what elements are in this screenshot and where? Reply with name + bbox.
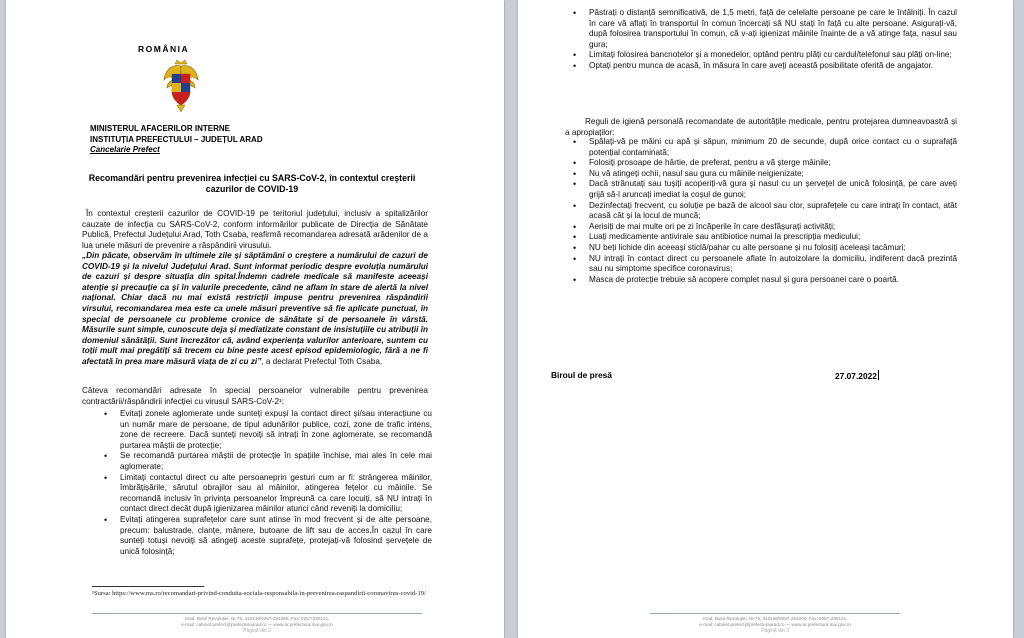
footer-left bbox=[92, 616, 422, 634]
office-name: Cancelarie Prefect bbox=[90, 145, 160, 154]
quote-attribution: , a declarat Prefectul Toth Csaba. bbox=[261, 356, 383, 366]
ministry-name: MINISTERUL AFACERILOR INTERNE bbox=[90, 124, 231, 133]
list-item: • Se recomandă purtarea măștii de protecție în spațiile închise, mai ales în cele mai aglomerate; bbox=[96, 451, 432, 472]
hygiene-intro: Reguli de igienă personală recomandate de autoritățile medicale, pentru protejarea dumneavoastră și a apropiaților: bbox=[565, 117, 957, 137]
page-number: Pagină din 3 bbox=[243, 628, 271, 634]
prefect-quote bbox=[82, 251, 428, 368]
list-item: • NU beți lichide din aceeași sticlă/pahar cu alte persoane și nu folosiți aceleași tacâmuri; bbox=[565, 243, 957, 254]
list-item: • Aerisiți de mai multe ori pe zi încăperile în care desfășurați activități; bbox=[565, 222, 957, 233]
footnote: ¹Sursa: https://www.ms.ro/recomandari-privind-conduita-sociala-responsabila-in-prevenirea-raspandirii-coronavirus-covid-19/ bbox=[92, 590, 426, 597]
list-item: • Nu vă atingeți ochii, nasul sau gura cu mâinile neigienizate; bbox=[565, 169, 957, 180]
document-title: Recomandări pentru prevenirea infecției cu SARS-CoV-2, în contextul creșterii cazurilor de COVID-19 bbox=[88, 173, 416, 194]
list-item: • Dezinfectați frecvent, cu soluție pe bază de alcool sau clor, suprafețele cu care intrați în contact, atât acasă cât și la locul de muncă; bbox=[565, 201, 957, 222]
footer-web: e-mail: cabinet.prefect@prefecturaarad.ro — www.ar.prefectura.mai.gov.ro bbox=[699, 622, 851, 627]
list-item: • Evitați atingerea suprafețelor care sunt atinse în mod frecvent și de alte persoane, precum: balustrade, clanțe, mânere, butoane de lift sau de acces.În cazul în care sunteți totuși nevoiți să atingeți aceste suprafețe, protejați-vă folosind șervețele de unică folosință; bbox=[96, 515, 432, 557]
list-item: • Luați medicamente antivirale sau antibiotice numai la prescripția medicului; bbox=[565, 232, 957, 243]
press-office-signature: Biroul de presă bbox=[551, 370, 612, 380]
page-number: Pagină din 3 bbox=[761, 628, 789, 634]
list-item: • Păstrați o distanță semnificativă, de 1,5 metri, față de celelalte persoane pe care le întâlniți. În cazul în care vă aflați în transportul în comun încercați să NU stați în față cu alte persoane. Asigurați-vă, după folosirea transportului în comun, că v-ați igienizat mâinile înainte de a vă atinge fața, nasul sau gura; bbox=[565, 8, 957, 50]
list-item: • Spălați-vă pe mâini cu apă și săpun, minimum 20 de secunde, după orice contact cu o suprafață potențial contaminată; bbox=[565, 137, 957, 158]
recommendations-intro: Câteva recomandări adresate în special persoanelor vulnerabile pentru prevenirea contractării/răspândirii infecției cu virusul SARS-CoV-2¹: bbox=[82, 386, 428, 406]
list-item: • Optați pentru munca de acasă, în măsura în care aveți această posibilitate oferită de angajator. bbox=[565, 61, 957, 72]
coat-of-arms-icon bbox=[162, 58, 200, 114]
recommendations-list-right bbox=[565, 8, 957, 72]
quote-text: „Din păcate, observăm în ultimele zile și săptămâni o creștere a numărului de cazuri de COVID-19 și la nivelul Județului Arad. Sunt informat periodic despre evoluția numărului de cazuri și despre situația din spital.Îndemn cadrele medicale să manifeste aceeași atenție și precauție ca și în valurile precedente, când ne aflam în stare de alertă la nivel național. Chiar dacă nu mai există restricții impuse pentru prevenirea răspândirii virsului, recomandarea mea este ca unele măsuri preventive să fie aplicate punctual, în special de persoanele cu probleme cronice de sănătate și de persoanele în vârstă. Măsurile sunt simple, cunoscute deja și mediatizate constant de insistuțiile cu atribuții în domeniul sănătății. Sunt încrezător că, având experiența valurilor anterioare, suntem cu toții mult mai pregătiți să trecem cu bine peste acest episod epidemiologic, fără a ne fi afectată în prea mare măsură viața de zi cu zi” bbox=[82, 251, 428, 366]
footer-address: Arad, Bulul Revoluției, Nr.75, 310130/0257-281200; Fax: 0257-280121, bbox=[184, 616, 330, 621]
document-date[interactable] bbox=[835, 370, 879, 381]
country-name: ROMÂNIA bbox=[138, 44, 190, 54]
list-item: • Limitați folosirea bancnotelor și a monedelor, optând pentru plăți cu cardul/telefonul sau plăți on-line; bbox=[565, 50, 957, 61]
intro-paragraph: În contextul creșterii cazurilor de COVID-19 pe teritoriul județului, inclusiv a spitalizărilor cauzate de infecția cu SARS-CoV-2, conform informărilor publicate de Direcția de Sănătate Publică, Prefectul Județului Arad, Toth Csaba, reafirmă recomandarea adresată arădenilor de a lua unele măsuri de prevenire a răspândirii virusului. bbox=[82, 209, 428, 250]
institution-name: INSTITUȚIA PREFECTULUI – JUDEȚUL ARAD bbox=[90, 134, 263, 144]
footer-divider bbox=[92, 613, 422, 614]
footer-divider bbox=[650, 613, 900, 614]
list-item: • Limitați contactul direct cu alte persoaneprin gesturi cum ar fi: strângerea mâinilor, îmbrățișările, sărutul obrajilor sau al mâinilor, atingerea fețelor cu mâinile. Se recomandă inclusiv în privința persoanelor împreună ca care locuiți, să NU intrați în contact direct decât după igienizarea mâinilor atunci când reveniți la domiciliu; bbox=[96, 473, 432, 515]
institution-header bbox=[90, 124, 263, 156]
list-item: • NU intrați în contact direct cu persoanele aflate în autoizolare la domiciliu, indiferent dacă prezintă sau nu simptome specifice coronavirus; bbox=[565, 254, 957, 275]
list-item: • Dacă strănutați sau tușiți acoperiți-vă gura și nasul cu un șervețel de unică folosință, pe care aveți grijă să-l aruncați imediat la coșul de gunoi; bbox=[565, 179, 957, 200]
list-item: • Folosiți prosoape de hârtie, de preferat, pentru a vă șterge mâinile; bbox=[565, 158, 957, 169]
page-2 bbox=[518, 0, 1013, 638]
date-text: 27.07.2022 bbox=[835, 371, 877, 381]
footnote-separator bbox=[92, 586, 204, 587]
footer-address: Arad, Bulul Revoluției, Nr.75, 310130/0257-281200; Fax: 0257-280121, bbox=[702, 616, 848, 621]
list-item: • Masca de protecție trebuie să acopere complet nasul și gura persoanei care o poartă. bbox=[565, 275, 957, 286]
list-item: • Evitați zonele aglomerate unde sunteți expuși la contact direct și/sau interacțiune cu un număr mare de persoane, de tipul adunărilor publice, cozi, zone de trafic intens, zone de recreere. Dacă sunteți nevoiți să intrați în zone aglomerate, se recomandă purtarea măștii de protecție; bbox=[96, 409, 432, 451]
text-cursor bbox=[878, 370, 879, 380]
recommendations-list-left bbox=[96, 409, 432, 557]
footer-right bbox=[650, 616, 900, 634]
footer-web: e-mail: cabinet.prefect@prefecturaarad.ro — www.ar.prefectura.mai.gov.ro bbox=[181, 622, 333, 627]
hygiene-rules-list bbox=[565, 137, 957, 285]
